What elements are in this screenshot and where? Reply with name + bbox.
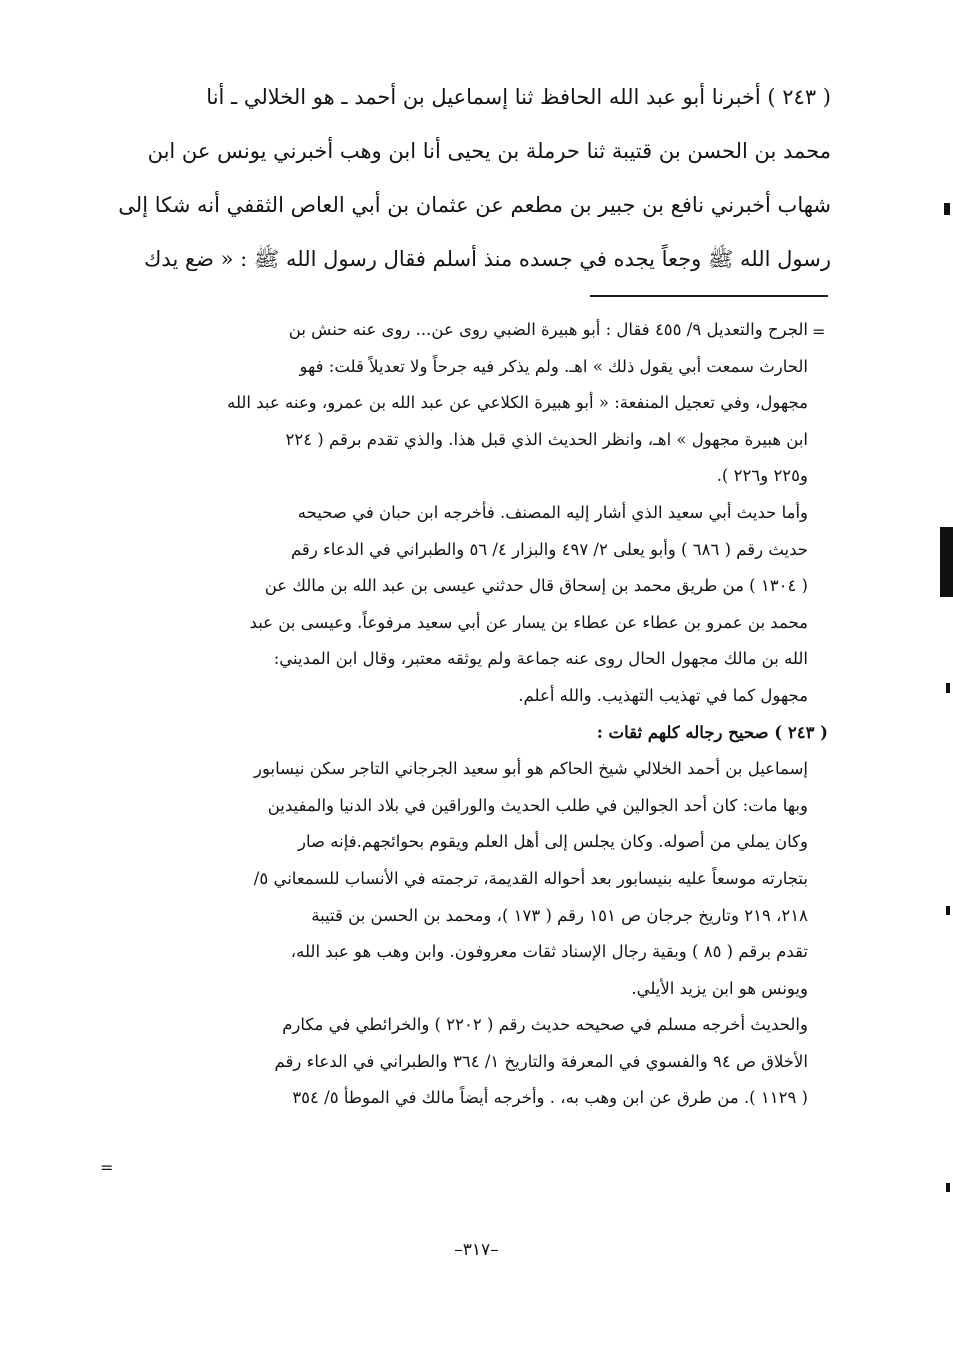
footnote-heading: ( ٢٤٣ ) صحيح رجاله كلهم ثقات : (596, 722, 828, 742)
footnote-line: بتجارته موسعاً عليه بنيسابور بعد أحواله القديمة، ترجمته في الأنساب للسمعاني ٥/ (253, 868, 808, 888)
footnote-line: ( ١٣٠٤ ) من طريق محمد بن إسحاق قال حدثني عيسى بن عبد الله بن مالك عن (264, 576, 808, 596)
footnote-line: وبها مات: كان أحد الجوالين في طلب الحديث والوراقين في بلاد الدنيا والمفيدين (267, 795, 808, 815)
scan-edge-mark (944, 203, 950, 215)
main-text-line: رسول الله ﷺ وجعاً يجده في جسده منذ أسلم فقال رسول الله ﷺ : « ضع يدك (144, 247, 831, 271)
footnote-end-marker: = (100, 1158, 114, 1177)
main-text-line: محمد بن الحسن بن قتيبة ثنا حرملة بن يحيى أنا ابن وهب أخبرني يونس عن ابن (147, 139, 831, 163)
footnote-line: تقدم برقم ( ٨٥ ) وبقية رجال الإسناد ثقات معروفون. وابن وهب هو عبد الله، (290, 942, 808, 962)
footnote-line: الجرح والتعديل ٩/ ٤٥٥ فقال : أبو هبيرة الضبي روى عن... روى عنه حنش بن (288, 320, 808, 339)
scan-edge-mark (940, 527, 953, 597)
main-text-line: ( ٢٤٣ ) أخبرنا أبو عبد الله الحافظ ثنا إسماعيل بن أحمد ـ هو الخلالي ـ أنا (206, 85, 831, 109)
footnote-line: حديث رقم ( ٦٨٦ ) وأبو يعلى ٢/ ٤٩٧ والبزار ٤/ ٥٦ والطبراني في الدعاء رقم (290, 539, 808, 559)
footnote-line: مجهول كما في تهذيب التهذيب. والله أعلم. (518, 685, 808, 705)
main-hadith-text (116, 70, 831, 286)
footnote-line: ويونس هو ابن يزيد الأيلي. (631, 978, 808, 998)
footnote-line: و٢٢٥ و٢٢٦ ). (716, 466, 808, 486)
scan-edge-mark (946, 1183, 950, 1192)
footnote-line: الله بن مالك مجهول الحال روى عنه جماعة ولم يوثقه معتبر، وقال ابن المديني: (273, 649, 808, 669)
footnote-line: الحارث سمعت أبي يقول ذلك » اهـ. ولم يذكر فيه جرحاً ولا تعديلاً قلت: فهو (299, 356, 808, 376)
footnote-line: محمد بن عمرو بن عطاء عن عطاء بن يسار عن أبي سعيد مرفوعاً. وعيسى بن عبد (249, 612, 808, 632)
footnote-line: مجهول، وفي تعجيل المنفعة: « أبو هبيرة الكلاعي عن عبد الله بن عمرو، وعنه عبد الله (227, 393, 808, 413)
footnote-line: الأخلاق ص ٩٤ والفسوي في المعرفة والتاريخ ١/ ٣٦٤ والطبراني في الدعاء رقم (274, 1051, 808, 1071)
page-number: –٣١٧– (454, 1240, 499, 1260)
footnote-line: وكان يملي من أصوله. وكان يجلس إلى أهل العلم ويقوم بحوائجهم.فإنه صار (298, 832, 808, 852)
main-text-line: شهاب أخبرني نافع بن جبير بن مطعم عن عثمان بن أبي العاص الثقفي أنه شكا إلى (118, 193, 831, 217)
footnote-separator (590, 295, 828, 297)
footnote-line: ( ١١٢٩ ). من طرق عن ابن وهب به، . وأخرجه أيضاً مالك في الموطأ ٥/ ٣٥٤ (292, 1088, 808, 1108)
footnote-line: إسماعيل بن أحمد الخلالي شيخ الحاكم هو أبو سعيد الجرجاني التاجر سكن نيسابور (254, 759, 808, 779)
footnote-line: ٢١٨، ٢١٩ وتاريخ جرجان ص ١٥١ رقم ( ١٧٣ )، ومحمد بن الحسن بن قتيبة (311, 905, 808, 925)
footnote-line: وأما حديث أبي سعيد الذي أشار إليه المصنف. فأخرجه ابن حبان في صحيحه (297, 502, 808, 522)
footnote-line: ابن هبيرة مجهول » اهـ، وانظر الحديث الذي قبل هذا. والذي تقدم برقم ( ٢٢٤ (285, 429, 808, 449)
footnote-continuation-marker: = (812, 322, 826, 341)
footnote-line: والحديث أخرجه مسلم في صحيحه حديث رقم ( ٢٢٠٢ ) والخرائطي في مكارم (282, 1015, 808, 1035)
scan-edge-mark (946, 683, 950, 693)
scan-edge-mark (946, 906, 950, 915)
footnotes-section (118, 312, 828, 1117)
